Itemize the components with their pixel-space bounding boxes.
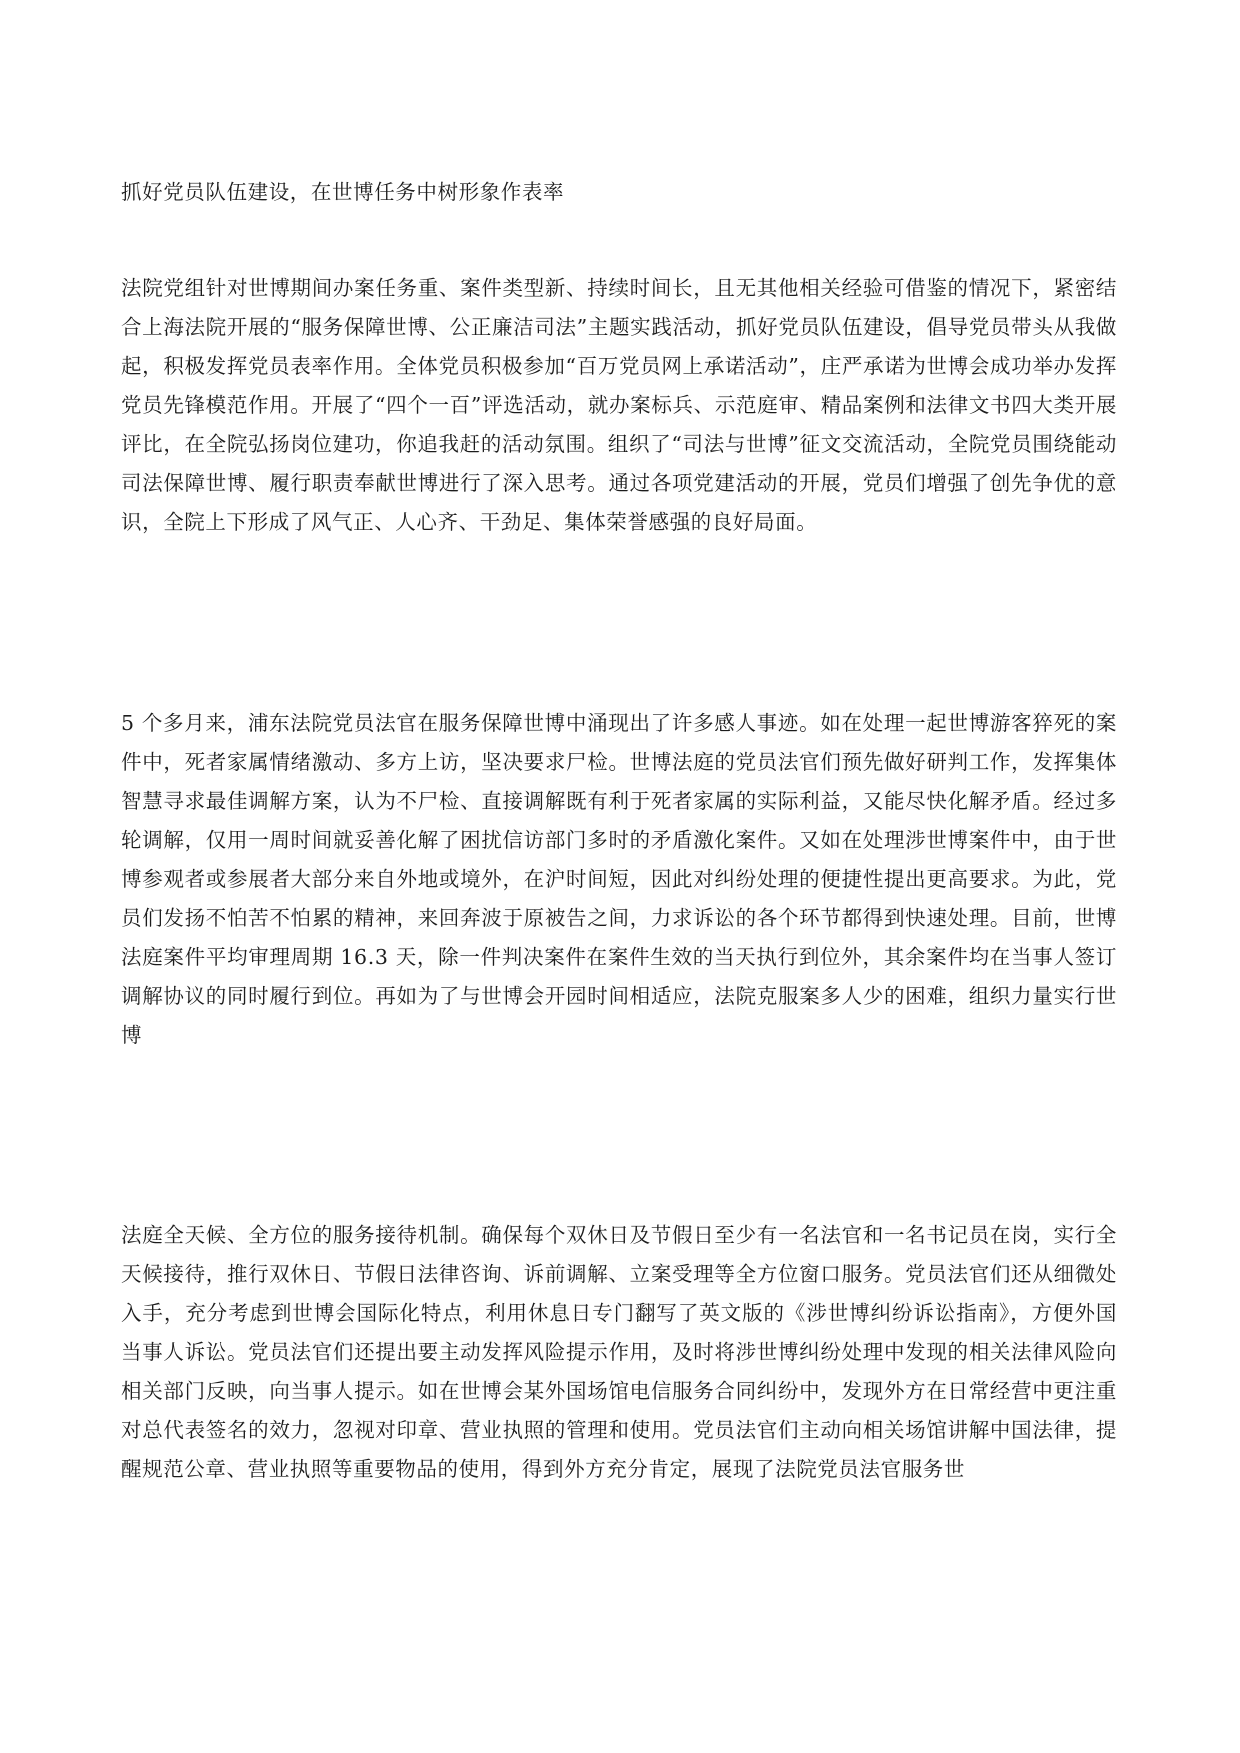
paragraph-party-building: 法院党组针对世博期间办案任务重、案件类型新、持续时间长，且无其他相关经验可借鉴的情况下，紧密结合上海法院开展的“服务保障世博、公正廉洁司法”主题实践活动，抓好党员队伍建设，倡导党员带头从我做起，积极发挥党员表率作用。全体党员积极参加“百万党员网上承诺活动”，庄严承诺为世博会成功举办发挥党员先锋模范作用。开展了“四个一百”评选活动，就办案标兵、示范庭审、精品案例和法律文书四大类开展评比，在全院弘扬岗位建功，你追我赶的活动氛围。组织了“司法与世博”征文交流活动，全院党员围绕能动司法保障世博、履行职责奉献世博进行了深入思考。通过各项党建活动的开展，党员们增强了创先争优的意识，全院上下形成了风气正、人心齐、干劲足、集体荣誉感强的良好局面。 bbox=[121, 276, 1117, 534]
paragraph-service-mechanism: 法庭全天候、全方位的服务接待机制。确保每个双休日及节假日至少有一名法官和一名书记员在岗，实行全天候接待，推行双休日、节假日法律咨询、诉前调解、立案受理等全方位窗口服务。党员法官们还从细微处入手，充分考虑到世博会国际化特点，利用休息日专门翻写了英文版的《涉世博纠纷诉讼指南》，方便外国当事人诉讼。党员法官们还提出要主动发挥风险提示作用，及时将涉世博纠纷处理中发现的相关法律风险向相关部门反映，向当事人提示。如在世博会某外国场馆电信服务合同纠纷中，发现外方在日常经营中更注重对总代表签名的效力，忽视对印章、营业执照的管理和使用。党员法官们主动向相关场馆讲解中国法律，提醒规范公章、营业执照等重要物品的使用，得到外方充分肯定，展现了法院党员法官服务世 bbox=[121, 1223, 1117, 1481]
paragraph-judges-deeds: 5 个多月来，浦东法院党员法官在服务保障世博中涌现出了许多感人事迹。如在处理一起世博游客猝死的案件中，死者家属情绪激动、多方上访，坚决要求尸检。世博法庭的党员法官们预先做好研判工作，发挥集体智慧寻求最佳调解方案，认为不尸检、直接调解既有利于死者家属的实际利益，又能尽快化解矛盾。经过多轮调解，仅用一周时间就妥善化解了困扰信访部门多时的矛盾激化案件。又如在处理涉世博案件中，由于世博参观者或参展者大部分来自外地或境外，在沪时间短，因此对纠纷处理的便捷性提出更高要求。为此，党员们发扬不怕苦不怕累的精神，来回奔波于原被告之间，力求诉讼的各个环节都得到快速处理。目前，世博法庭案件平均审理周期 16.3 天，除一件判决案件在案件生效的当天执行到位外，其余案件均在当事人签订调解协议的同时履行到位。再如为了与世博会开园时间相适应，法院克服案多人少的困难，组织力量实行世博 bbox=[121, 711, 1117, 1047]
section-heading: 抓好党员队伍建设，在世博任务中树形象作表率 bbox=[121, 180, 565, 204]
